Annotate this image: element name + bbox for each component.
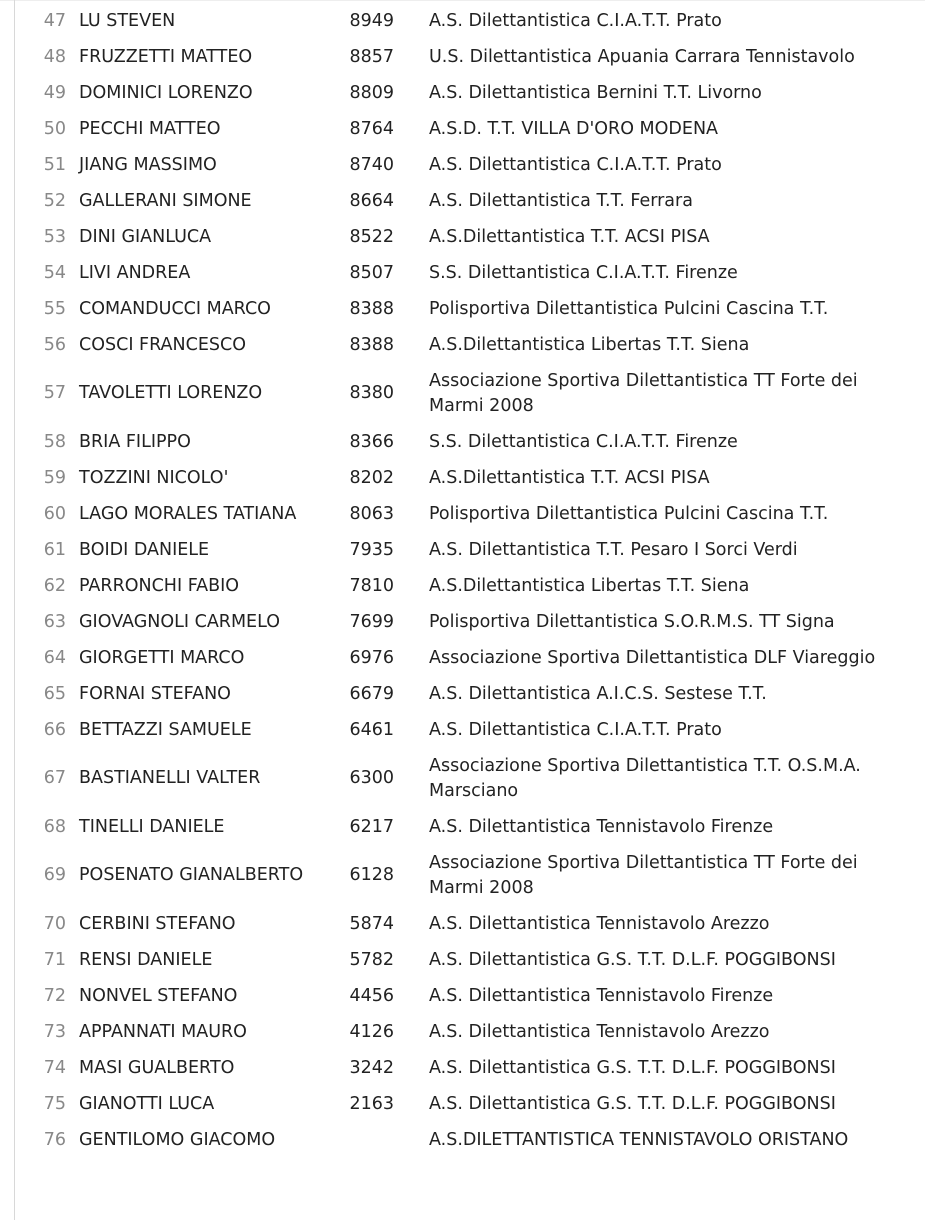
- table-row: [15, 1014, 904, 1050]
- table-row: [15, 183, 904, 219]
- table-row: [15, 712, 904, 748]
- player-name-cell: GIANOTTI LUCA: [79, 1093, 215, 1114]
- score-cell: 8063: [349, 503, 394, 524]
- player-name-cell: TOZZINI NICOLO': [79, 467, 229, 488]
- club-cell: Associazione Sportiva Dilettantistica DLF Viareggio: [429, 647, 876, 668]
- score-cell: 7935: [349, 539, 394, 560]
- rank-cell: 61: [43, 539, 66, 560]
- score-cell: 7699: [349, 611, 394, 632]
- player-name-cell: PARRONCHI FABIO: [79, 575, 240, 596]
- table-row: [15, 676, 904, 712]
- rank-cell: 55: [43, 298, 66, 319]
- rank-cell: 64: [43, 647, 66, 668]
- club-cell: A.S. Dilettantistica Tennistavolo Firenze: [429, 816, 774, 837]
- player-name-cell: DOMINICI LORENZO: [79, 82, 253, 103]
- club-cell: S.S. Dilettantistica C.I.A.T.T. Firenze: [429, 262, 738, 283]
- player-name-cell: GIORGETTI MARCO: [79, 647, 245, 668]
- player-name-cell: LIVI ANDREA: [79, 262, 191, 283]
- player-name-cell: COSCI FRANCESCO: [79, 334, 247, 355]
- rank-cell: 63: [43, 611, 66, 632]
- rank-cell: 75: [43, 1093, 66, 1114]
- table-row: [15, 219, 904, 255]
- rank-cell: 48: [43, 46, 66, 67]
- club-cell: A.S. Dilettantistica Tennistavolo Arezzo: [429, 1021, 770, 1042]
- player-name-cell: FORNAI STEFANO: [79, 683, 231, 704]
- table-row: [15, 1086, 904, 1122]
- rank-cell: 66: [43, 719, 66, 740]
- table-row: [15, 363, 904, 424]
- rank-cell: 53: [43, 226, 66, 247]
- score-cell: 8366: [349, 431, 394, 452]
- player-name-cell: NONVEL STEFANO: [79, 985, 238, 1006]
- ranking-table: [15, 0, 904, 1158]
- player-name-cell: PECCHI MATTEO: [79, 118, 221, 139]
- club-cell: A.S.D. T.T. VILLA D'ORO MODENA: [429, 118, 719, 139]
- table-row: [15, 424, 904, 460]
- rank-cell: 62: [43, 575, 66, 596]
- score-cell: 8764: [349, 118, 394, 139]
- score-cell: 5782: [349, 949, 394, 970]
- table-row: [15, 1122, 904, 1158]
- table-row: [15, 291, 904, 327]
- club-cell: S.S. Dilettantistica C.I.A.T.T. Firenze: [429, 431, 738, 452]
- player-name-cell: RENSI DANIELE: [79, 949, 213, 970]
- club-cell: A.S. Dilettantistica G.S. T.T. D.L.F. POGGIBONSI: [429, 949, 836, 970]
- club-cell: A.S. Dilettantistica G.S. T.T. D.L.F. POGGIBONSI: [429, 1057, 836, 1078]
- club-cell: U.S. Dilettantistica Apuania Carrara Tennistavolo: [429, 46, 855, 67]
- club-cell: A.S. Dilettantistica C.I.A.T.T. Prato: [429, 154, 722, 175]
- score-cell: 6300: [349, 768, 394, 788]
- player-name-cell: FRUZZETTI MATTEO: [79, 46, 253, 67]
- rank-cell: 76: [43, 1129, 66, 1150]
- club-cell: A.S.Dilettantistica Libertas T.T. Siena: [429, 334, 750, 355]
- rank-cell: 47: [43, 10, 66, 31]
- rank-cell: 67: [43, 768, 66, 788]
- player-name-cell: JIANG MASSIMO: [79, 154, 217, 175]
- rank-cell: 60: [43, 503, 66, 524]
- score-cell: 6217: [349, 816, 394, 837]
- table-row: [15, 942, 904, 978]
- score-cell: 5874: [349, 913, 394, 934]
- player-name-cell: GALLERANI SIMONE: [79, 190, 252, 211]
- table-row: [15, 75, 904, 111]
- club-cell: Polisportiva Dilettantistica S.O.R.M.S. TT Signa: [429, 611, 835, 632]
- score-cell: 2163: [349, 1093, 394, 1114]
- score-cell: 8388: [349, 298, 394, 319]
- club-cell: A.S. Dilettantistica Bernini T.T. Livorno: [429, 82, 762, 103]
- rank-cell: 73: [43, 1021, 66, 1042]
- score-cell: 4456: [349, 985, 394, 1006]
- player-name-cell: TAVOLETTI LORENZO: [79, 383, 263, 403]
- score-cell: 8202: [349, 467, 394, 488]
- score-cell: 6679: [349, 683, 394, 704]
- club-cell: A.S.Dilettantistica T.T. ACSI PISA: [429, 226, 710, 247]
- table-row: [15, 568, 904, 604]
- player-name-cell: TINELLI DANIELE: [79, 816, 225, 837]
- club-cell: A.S.Dilettantistica T.T. ACSI PISA: [429, 467, 710, 488]
- table-row: [15, 255, 904, 291]
- table-row: [15, 845, 904, 906]
- table-row: [15, 327, 904, 363]
- table-row: [15, 460, 904, 496]
- table-row: [15, 748, 904, 809]
- table-row: [15, 640, 904, 676]
- table-row: [15, 978, 904, 1014]
- score-cell: 8388: [349, 334, 394, 355]
- score-cell: 8857: [349, 46, 394, 67]
- score-cell: 8809: [349, 82, 394, 103]
- table-row: [15, 3, 904, 39]
- score-cell: 3242: [349, 1057, 394, 1078]
- rank-cell: 69: [43, 865, 66, 885]
- score-cell: 8507: [349, 262, 394, 283]
- player-name-cell: APPANNATI MAURO: [79, 1021, 247, 1042]
- player-name-cell: LU STEVEN: [79, 10, 176, 31]
- score-cell: 8664: [349, 190, 394, 211]
- club-cell: A.S.DILETTANTISTICA TENNISTAVOLO ORISTANO: [429, 1129, 849, 1150]
- score-cell: 6461: [349, 719, 394, 740]
- player-name-cell: POSENATO GIANALBERTO: [79, 865, 304, 885]
- club-cell: A.S. Dilettantistica C.I.A.T.T. Prato: [429, 10, 722, 31]
- rank-cell: 65: [43, 683, 66, 704]
- club-cell: Polisportiva Dilettantistica Pulcini Cascina T.T.: [429, 503, 829, 524]
- table-row: [15, 809, 904, 845]
- rank-cell: 52: [43, 190, 66, 211]
- score-cell: 6128: [349, 865, 394, 885]
- score-cell: 4126: [349, 1021, 394, 1042]
- club-cell: A.S. Dilettantistica C.I.A.T.T. Prato: [429, 719, 722, 740]
- player-name-cell: CERBINI STEFANO: [79, 913, 236, 934]
- score-cell: 8949: [349, 10, 394, 31]
- rank-cell: 54: [43, 262, 66, 283]
- club-cell: Associazione Sportiva Dilettantistica T.T. O.S.M.A. Marsciano: [429, 755, 861, 801]
- rank-cell: 68: [43, 816, 66, 837]
- table-row: [15, 496, 904, 532]
- club-cell: A.S. Dilettantistica T.T. Ferrara: [429, 190, 693, 211]
- player-name-cell: BASTIANELLI VALTER: [79, 768, 261, 788]
- club-cell: A.S. Dilettantistica Tennistavolo Firenze: [429, 985, 774, 1006]
- rank-cell: 71: [43, 949, 66, 970]
- table-row: [15, 604, 904, 640]
- score-cell: 8522: [349, 226, 394, 247]
- table-row: [15, 906, 904, 942]
- table-row: [15, 1050, 904, 1086]
- club-cell: Associazione Sportiva Dilettantistica TT Forte dei Marmi 2008: [429, 370, 858, 416]
- table-row: [15, 111, 904, 147]
- table-row: [15, 147, 904, 183]
- rank-cell: 51: [43, 154, 66, 175]
- rank-cell: 49: [43, 82, 66, 103]
- ranking-panel: [14, 0, 925, 1220]
- club-cell: A.S.Dilettantistica Libertas T.T. Siena: [429, 575, 750, 596]
- player-name-cell: LAGO MORALES TATIANA: [79, 503, 297, 524]
- score-cell: 8380: [349, 383, 394, 403]
- player-name-cell: BOIDI DANIELE: [79, 539, 210, 560]
- club-cell: A.S. Dilettantistica G.S. T.T. D.L.F. POGGIBONSI: [429, 1093, 836, 1114]
- rank-cell: 50: [43, 118, 66, 139]
- club-cell: Associazione Sportiva Dilettantistica TT Forte dei Marmi 2008: [429, 852, 858, 898]
- player-name-cell: COMANDUCCI MARCO: [79, 298, 271, 319]
- player-name-cell: BETTAZZI SAMUELE: [79, 719, 252, 740]
- rank-cell: 58: [43, 431, 66, 452]
- club-cell: Polisportiva Dilettantistica Pulcini Cascina T.T.: [429, 298, 829, 319]
- rank-cell: 72: [43, 985, 66, 1006]
- player-name-cell: BRIA FILIPPO: [79, 431, 191, 452]
- rank-cell: 70: [43, 913, 66, 934]
- ranking-rows: [15, 0, 904, 1158]
- rank-cell: 57: [43, 383, 66, 403]
- table-row: [15, 39, 904, 75]
- player-name-cell: MASI GUALBERTO: [79, 1057, 235, 1078]
- club-cell: A.S. Dilettantistica A.I.C.S. Sestese T.T.: [429, 683, 767, 704]
- club-cell: A.S. Dilettantistica T.T. Pesaro I Sorci Verdi: [429, 539, 798, 560]
- score-cell: 7810: [349, 575, 394, 596]
- table-row: [15, 532, 904, 568]
- club-cell: A.S. Dilettantistica Tennistavolo Arezzo: [429, 913, 770, 934]
- player-name-cell: GENTILOMO GIACOMO: [79, 1129, 276, 1150]
- score-cell: 8740: [349, 154, 394, 175]
- rank-cell: 59: [43, 467, 66, 488]
- player-name-cell: GIOVAGNOLI CARMELO: [79, 611, 281, 632]
- rank-cell: 56: [43, 334, 66, 355]
- score-cell: [329, 1122, 429, 1158]
- score-cell: 6976: [349, 647, 394, 668]
- rank-cell: 74: [43, 1057, 66, 1078]
- player-name-cell: DINI GIANLUCA: [79, 226, 212, 247]
